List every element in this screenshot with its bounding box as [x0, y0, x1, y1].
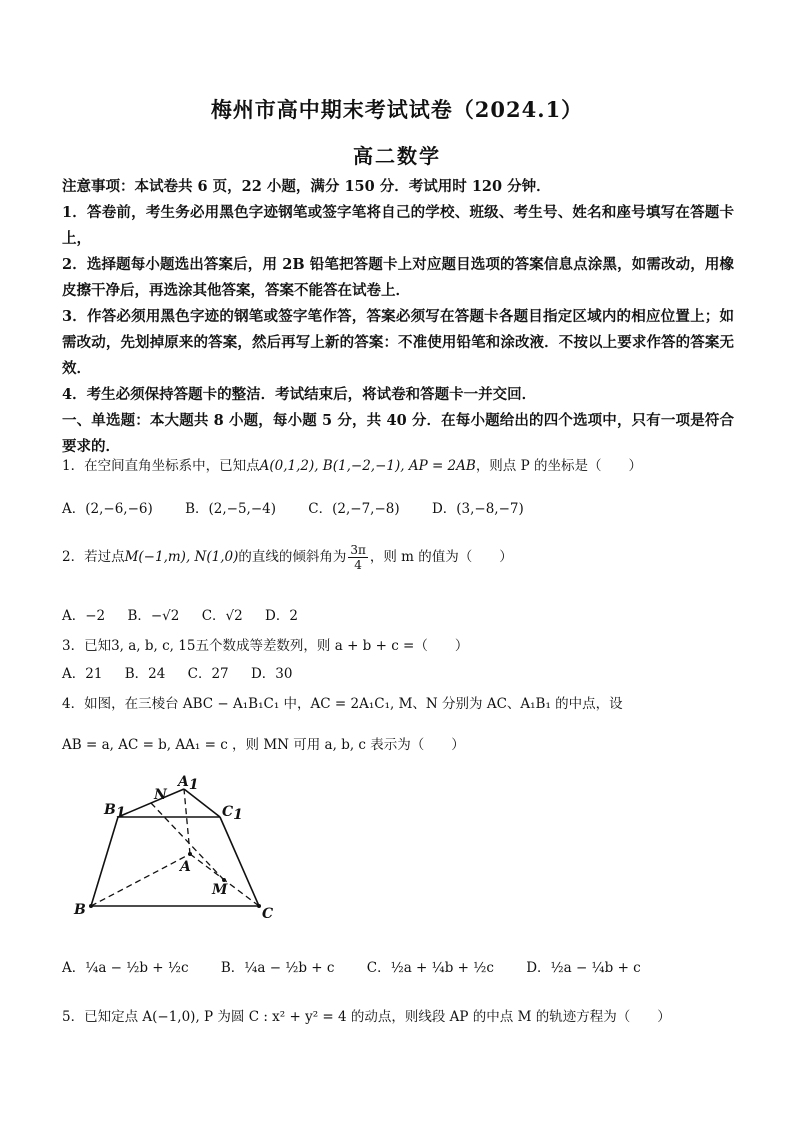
- question-3: 3．已知3, a, b, c, 15五个数成等差数列，则 a + b + c =（ ）: [62, 638, 469, 654]
- option-c[interactable]: C．½a + ¼b + ½c: [366, 960, 494, 976]
- point-c: [257, 904, 261, 908]
- question-4-line-1: 4．如图，在三棱台 ABC − A₁B₁C₁ 中，AC = 2A₁C₁, M、N 分别为 AC、A₁B₁ 的中点，设: [62, 696, 623, 712]
- point-a: [188, 852, 192, 856]
- instruction-item-4: 4．考生必须保持答题卡的整洁．考试结束后，将试卷和答题卡一并交回．: [62, 386, 537, 403]
- question-1: [62, 456, 734, 476]
- question-1-math: A(0,1,2), B(1,−2,−1), AP = 2AB: [259, 458, 476, 474]
- edge-a1c1: [184, 789, 220, 817]
- option-c[interactable]: C．27: [187, 666, 229, 682]
- question-2-prefix: 2．若过点: [62, 549, 125, 565]
- option-b[interactable]: B．¼a − ½b + c: [220, 960, 335, 976]
- frustum-figure: [62, 772, 292, 922]
- label-c1: C1: [222, 804, 243, 823]
- fraction-numerator: 3π: [350, 543, 366, 557]
- question-1-prefix: 1．在空间直角坐标系中，已知点: [62, 458, 260, 474]
- question-1-suffix: ，则点 P 的坐标是（ ）: [475, 458, 642, 474]
- question-5: 5．已知定点 A(−1,0), P 为圆 C : x² + y² = 4 的动点，则线段 AP 的中点 M 的轨迹方程为（ ）: [62, 1009, 671, 1025]
- exam-subject: 高二数学: [353, 144, 441, 168]
- instructions: [62, 174, 734, 460]
- option-c[interactable]: C．√2: [201, 608, 243, 624]
- fraction-denominator: 4: [354, 558, 362, 572]
- edge-aa1-hidden: [184, 789, 190, 854]
- question-3-options: [62, 662, 320, 682]
- option-a[interactable]: A．¼a − ½b + ½c: [62, 960, 189, 976]
- option-d[interactable]: D．2: [265, 608, 298, 624]
- option-c[interactable]: C．(2,−7,−8): [308, 501, 400, 517]
- option-b[interactable]: B．−√2: [127, 608, 180, 624]
- label-c: C: [262, 906, 274, 922]
- instruction-item-3: 3．作答必须用黑色字迹的钢笔或签字笔作答，答案必须写在答题卡各题目指定区域内的相应位置上；如需改动，先划掉原来的答案，然后再写上新的答案：不准使用铅笔和涂改液．不按以上要求作答的答案无效．: [62, 308, 734, 377]
- option-b[interactable]: B．24: [124, 666, 166, 682]
- question-1-options: [62, 497, 552, 517]
- label-m: M: [212, 882, 228, 898]
- label-a: A: [180, 859, 191, 875]
- instructions-intro: 注意事项：本试卷共 6 页，22 小题，满分 150 分．考试用时 120 分钟．: [62, 178, 551, 195]
- option-d[interactable]: D．½a − ¼b + c: [526, 960, 641, 976]
- edge-bb1: [91, 817, 118, 906]
- question-2-math: M(−1,m), N(1,0): [124, 549, 239, 565]
- option-a[interactable]: A．(2,−6,−6): [62, 501, 153, 517]
- edge-ab-hidden: [91, 854, 190, 906]
- option-a[interactable]: A．21: [62, 666, 103, 682]
- exam-title: 梅州市高中期末考试试卷（2024.1）: [210, 97, 584, 122]
- section-heading: 一、单选题：本大题共 8 小题，每小题 5 分，共 40 分．在每小题给出的四个选项中，只有一项是符合要求的．: [62, 412, 734, 455]
- label-b: B: [74, 902, 86, 918]
- angle-fraction: [348, 543, 368, 572]
- question-4-options: [62, 956, 669, 976]
- question-2: [62, 540, 734, 574]
- label-b1: B1: [104, 802, 126, 821]
- option-d[interactable]: D．30: [250, 666, 293, 682]
- point-b: [89, 904, 93, 908]
- question-4-line-2: AB = a, AC = b, AA₁ = c ，则 MN 可用 a, b, c 表示为（ ）: [62, 737, 465, 753]
- instruction-item-2: 2．选择题每小题选出答案后，用 2B 铅笔把答题卡上对应题目选项的答案信息点涂黑，如需改动，用橡皮擦干净后，再选涂其他答案，答案不能答在试卷上．: [62, 256, 734, 299]
- option-b[interactable]: B．(2,−5,−4): [185, 501, 276, 517]
- option-a[interactable]: A．−2: [62, 608, 106, 624]
- option-d[interactable]: D．(3,−8,−7): [431, 501, 524, 517]
- question-2-mid: 的直线的倾斜角为: [238, 549, 347, 565]
- question-2-suffix: ，则 m 的值为（ ）: [369, 549, 513, 565]
- label-n: N: [154, 787, 167, 803]
- label-a1: A1: [178, 774, 199, 793]
- instruction-item-1: 1．答卷前，考生务必用黑色字迹钢笔或签字笔将自己的学校、班级、考生号、姓名和座号填写在答题卡上，: [62, 204, 734, 247]
- question-2-options: [62, 604, 326, 624]
